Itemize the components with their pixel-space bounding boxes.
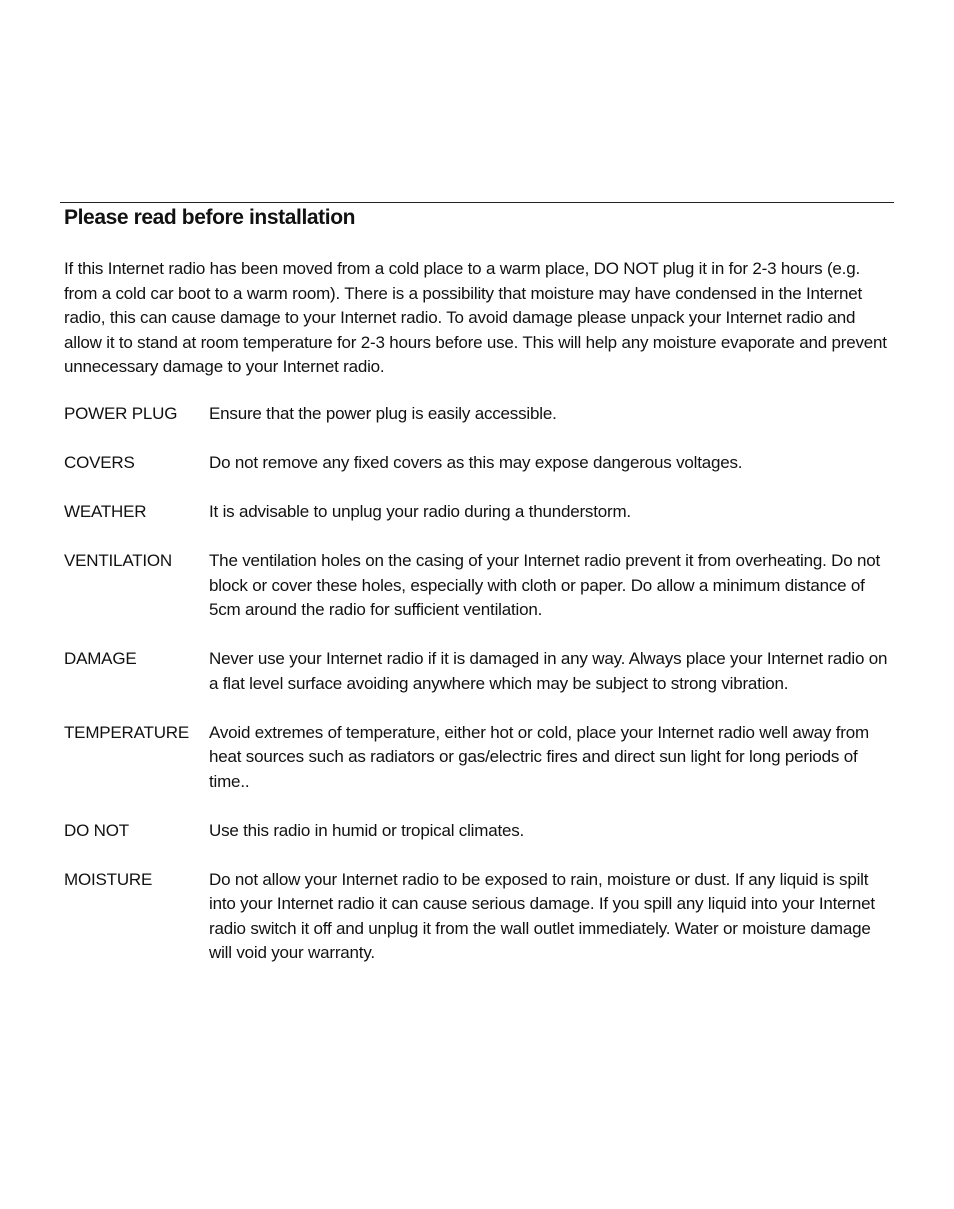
item-text: The ventilation holes on the casing of your Internet radio prevent it from overheating. Do not block or cover these holes, especially with cloth or paper. Do allow a minimum distance of 5cm around the radio for sufficient ventilation.: [209, 551, 881, 619]
intro-paragraph: If this Internet radio has been moved from a cold place to a warm place, DO NOT plug it in for 2-3 hours (e.g. from a cold car boot to a warm room). There is a possibility that moisture may have condensed in the Internet radio, this can cause damage to your Internet radio. To avoid damage please unpack your Internet radio and allow it to stand at room temperature for 2-3 hours before use. This will help any moisture evaporate and prevent unnecessary damage to your Internet radio.: [64, 259, 887, 376]
item-text: It is advisable to unplug your radio during a thunderstorm.: [209, 502, 631, 521]
item-text: Do not remove any fixed covers as this may expose dangerous voltages.: [209, 453, 743, 472]
item-text: Ensure that the power plug is easily accessible.: [209, 404, 557, 423]
item-label: DO NOT: [64, 820, 129, 840]
item-label: POWER PLUG: [64, 404, 178, 423]
section-divider: [60, 202, 894, 203]
item-text: Use this radio in humid or tropical climates.: [209, 820, 525, 840]
item-label: TEMPERATURE: [64, 722, 189, 742]
item-text: Avoid extremes of temperature, either hot or cold, place your Internet radio well away from heat sources such as radiators or gas/electric fires and direct sun light for long periods of time..: [209, 722, 869, 791]
safety-item-do-not: [64, 819, 894, 844]
item-text: Never use your Internet radio if it is damaged in any way. Always place your Internet radio on a flat level surface avoiding anywhere which may be subject to strong vibration.: [209, 649, 888, 693]
safety-items-list: [64, 402, 894, 990]
item-label: COVERS: [64, 453, 135, 472]
item-text: Do not allow your Internet radio to be exposed to rain, moisture or dust. If any liquid is spilt into your Internet radio it can cause serious damage. If you spill any liquid into your Internet radio switch it off and unplug it from the wall outlet immediately. Water or moisture damage will void your warranty.: [209, 869, 875, 962]
safety-item-weather: [64, 500, 894, 525]
safety-item-damage: [64, 647, 894, 696]
safety-item-moisture: [64, 868, 894, 966]
item-label: MOISTURE: [64, 869, 153, 889]
item-label: WEATHER: [64, 502, 147, 521]
item-label: VENTILATION: [64, 551, 173, 570]
safety-item-power-plug: [64, 402, 894, 427]
safety-item-ventilation: [64, 549, 894, 623]
section-heading: Please read before installation: [64, 206, 356, 229]
safety-item-temperature: [64, 721, 894, 795]
item-label: DAMAGE: [64, 649, 137, 668]
safety-item-covers: [64, 451, 894, 476]
